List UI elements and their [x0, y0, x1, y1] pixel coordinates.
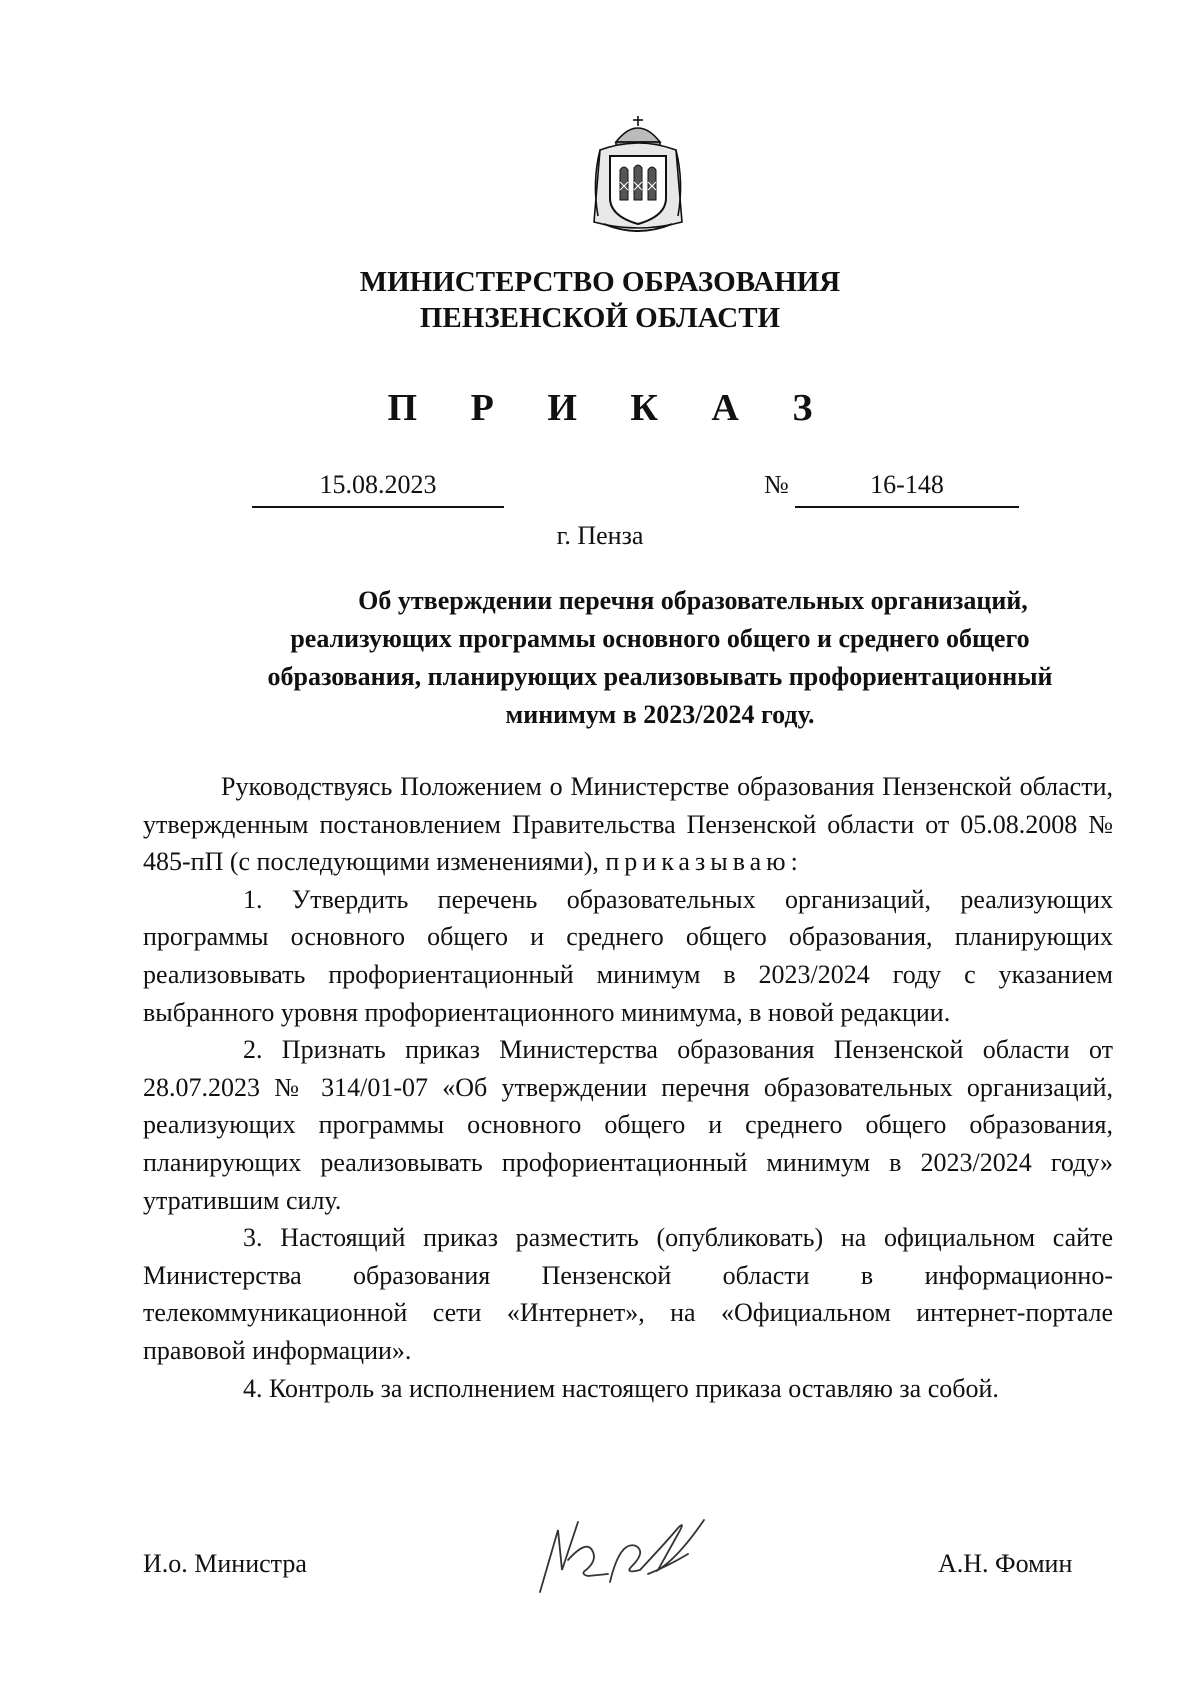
signatory-name: А.Н. Фомин — [938, 1549, 1073, 1578]
number-sign: № — [764, 470, 789, 499]
ministry-name-line1: МИНИСТЕРСТВО ОБРАЗОВАНИЯ — [359, 266, 841, 298]
title-line-3: образования, планирующих реализовывать профориентационный — [267, 662, 1053, 691]
order-number: 16-148 — [795, 468, 1019, 508]
order-item-2: 2. Признать приказ Министерства образования Пензенской области от 28.07.2023 № 314/01-07 «Об утверждении перечня образовательных организаций, реализующих программы основного общего и среднего общего образования, планирующих реализовывать профориентационный минимум в 2023/2024 году» утратившим силу. — [143, 1035, 1113, 1215]
preamble-paragraph — [143, 768, 1113, 881]
title-line-1: Об утверждении перечня образовательных организаций, — [358, 586, 1028, 615]
signatory-position: И.о. Министра — [143, 1549, 307, 1578]
coat-of-arms-icon — [586, 112, 690, 242]
issue-city: г. Пенза — [556, 521, 644, 550]
preamble-text: Руководствуясь Положением о Министерстве образования Пензенской области, утвержденным постановлением Правительства Пензенской области от 05.08.2008 № 485-пП (с последующими изменениями), — [143, 772, 1113, 877]
title-line-4: минимум в 2023/2024 году. — [505, 700, 815, 729]
order-item-4: 4. Контроль за исполнением настоящего приказа оставляю за собой. — [243, 1373, 999, 1403]
order-item-1: 1. Утвердить перечень образовательных организаций, реализующих программы основного общего и среднего общего образования, планирующих реализовывать профориентационный минимум в 2023/2024 году с указанием выбранного уровня профориентационного минимума, в новой редакции. — [143, 884, 1113, 1027]
handwritten-signature-icon — [528, 1500, 728, 1600]
document-type-heading: П Р И К А З — [387, 387, 835, 429]
decree-word: приказываю: — [605, 847, 803, 877]
order-title — [220, 582, 1100, 734]
order-item-3: 3. Настоящий приказ разместить (опубликовать) на официальном сайте Министерства образования Пензенской области в информационно-телекоммуникационной сети «Интернет», на «Официальном интернет-портале правовой информации». — [143, 1223, 1113, 1365]
title-line-2: реализующих программы основного общего и среднего общего — [290, 624, 1030, 653]
order-date: 15.08.2023 — [252, 468, 504, 508]
order-body — [143, 768, 1113, 1407]
ministry-name-line2: ПЕНЗЕНСКОЙ ОБЛАСТИ — [419, 302, 781, 334]
